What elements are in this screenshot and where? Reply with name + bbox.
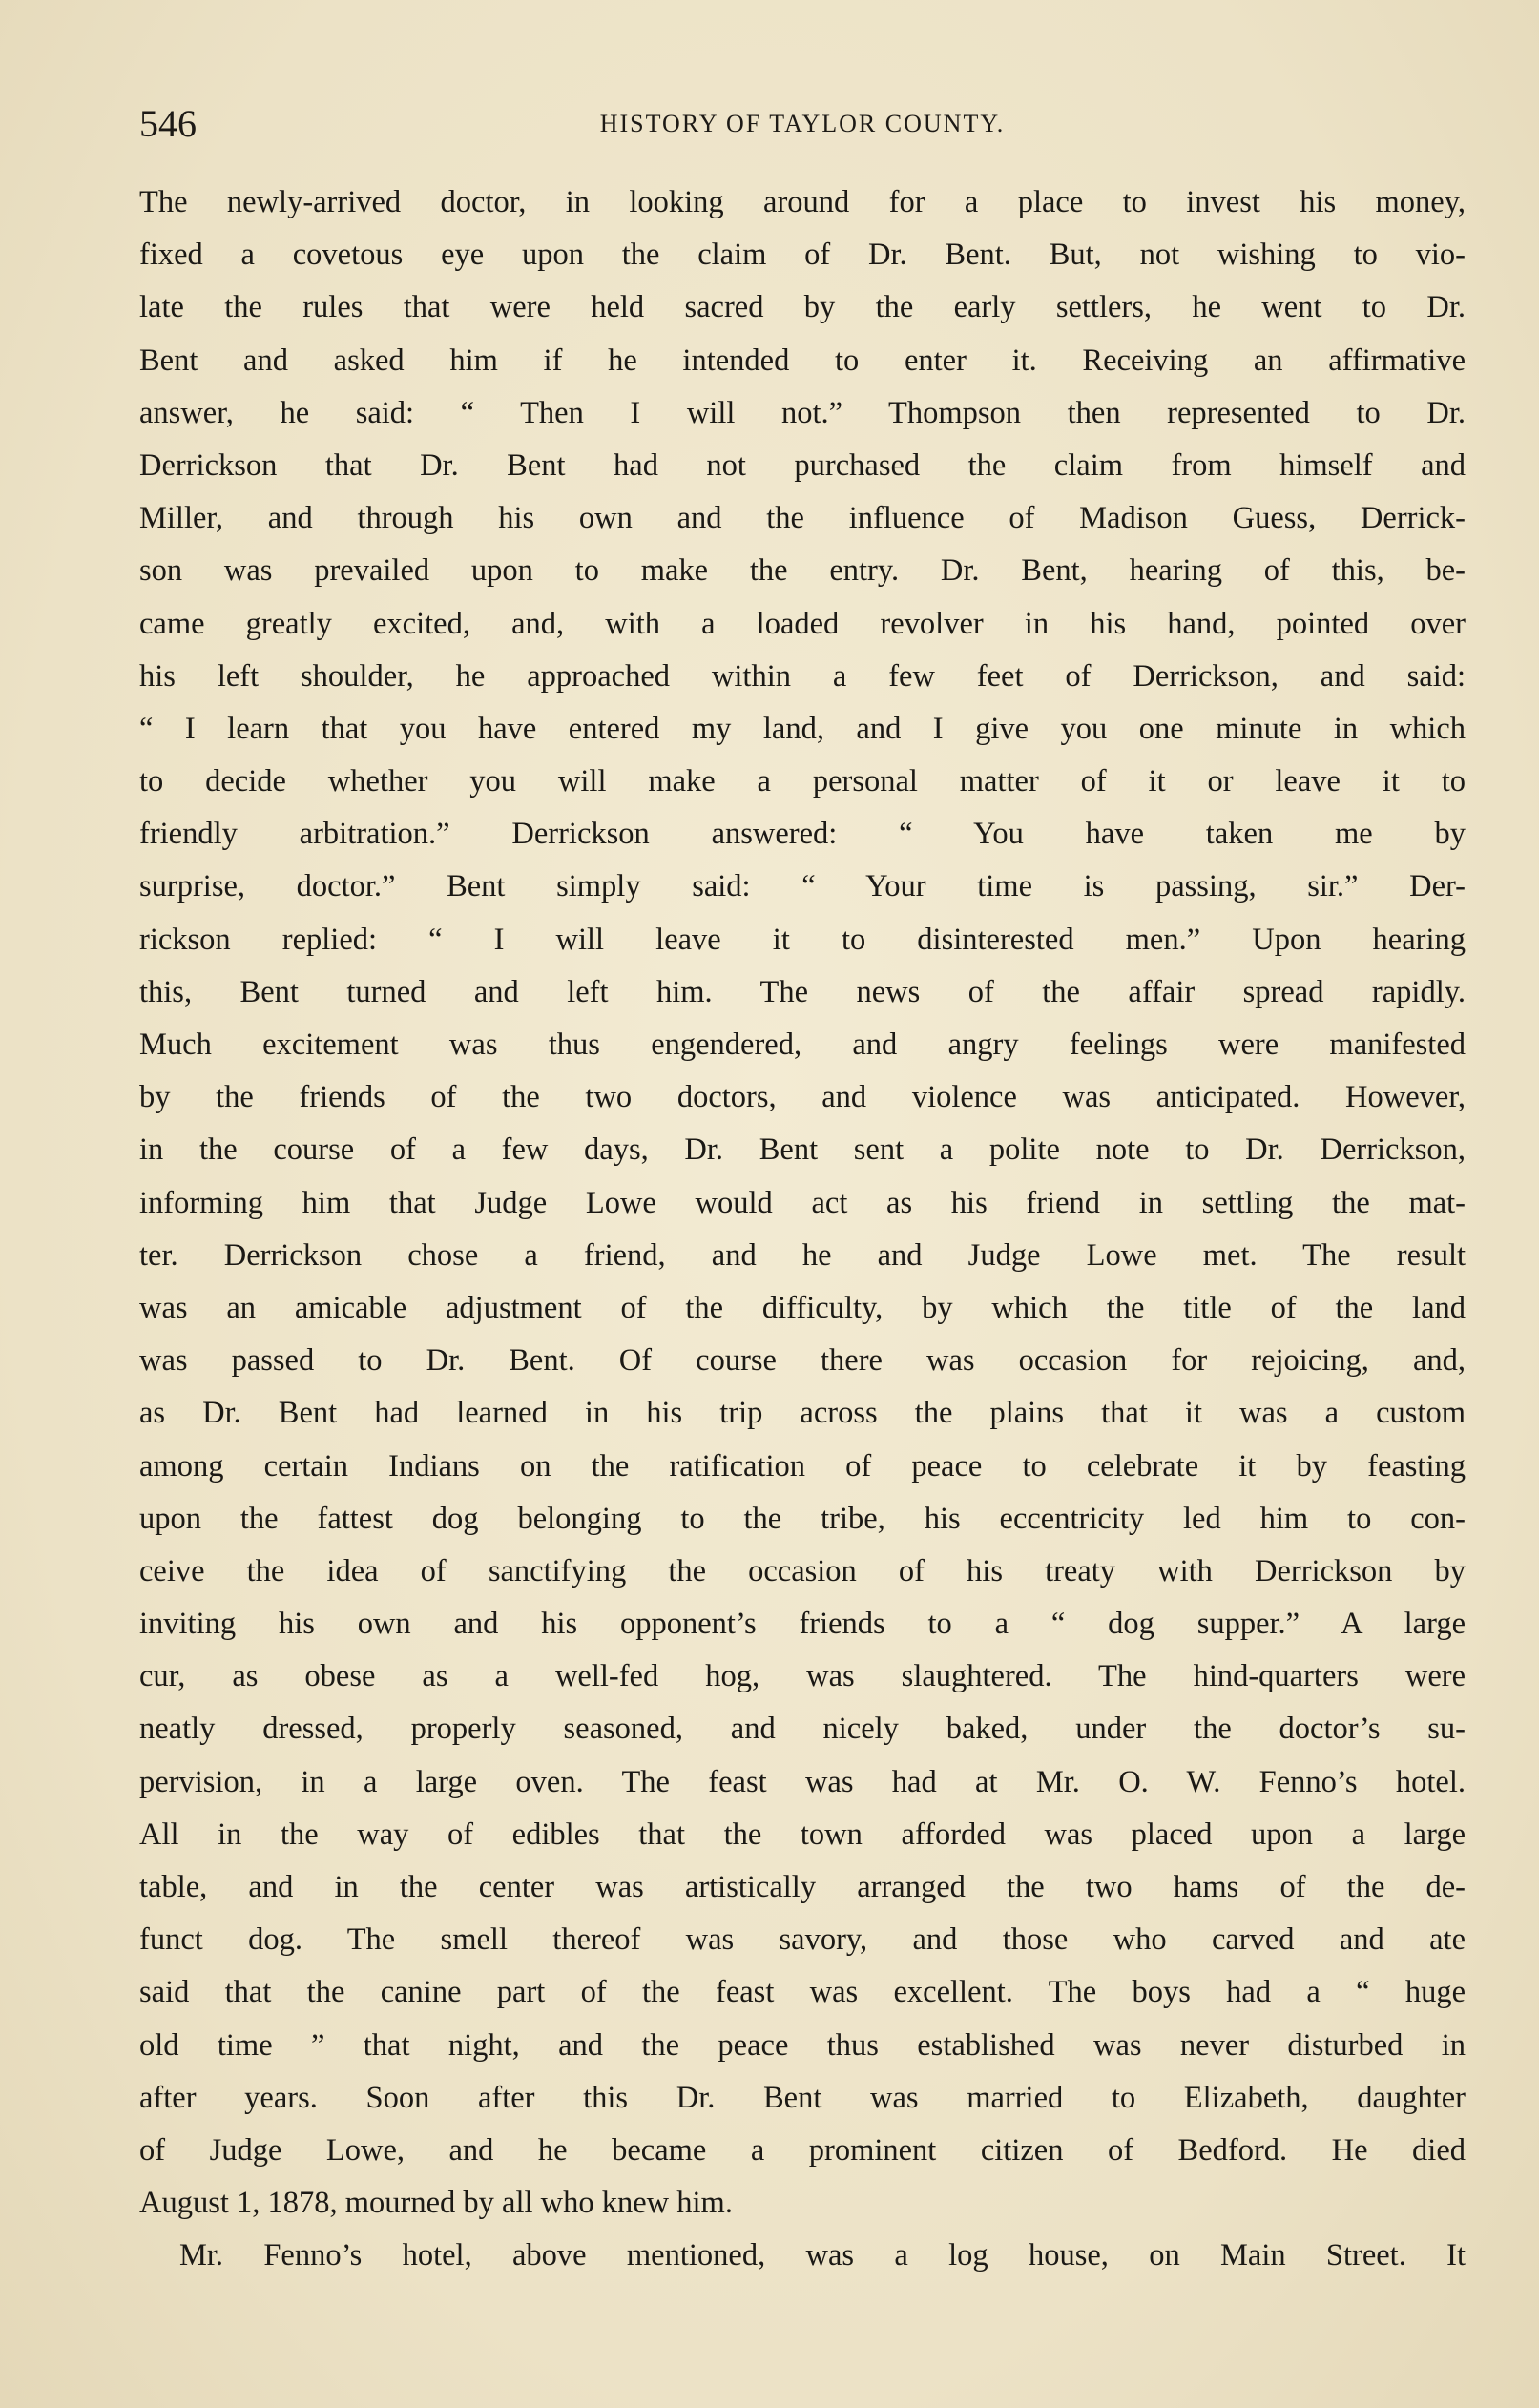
- text-line: surprise, doctor.” Bent simply said: “ Your time is passing, sir.” Der-: [139, 869, 1466, 904]
- text-line: Mr. Fenno’s hotel, above mentioned, was a log house, on Main Street. It: [179, 2238, 1466, 2273]
- text-line: son was prevailed upon to make the entry. Dr. Bent, hearing of this, be-: [139, 553, 1466, 589]
- text-line: fixed a covetous eye upon the claim of Dr. Bent. But, not wishing to vio-: [139, 238, 1466, 273]
- text-line: among certain Indians on the ratification of peace to celebrate it by feasting: [139, 1448, 1466, 1484]
- text-line: August 1, 1878, mourned by all who knew him.: [139, 2186, 733, 2221]
- text-line: old time ” that night, and the peace thus established was never disturbed in: [139, 2027, 1466, 2063]
- text-line: by the friends of the two doctors, and violence was anticipated. However,: [139, 1080, 1466, 1115]
- text-line: came greatly excited, and, with a loaded revolver in his hand, pointed over: [139, 606, 1466, 641]
- text-line: “ I learn that you have entered my land, and I give you one minute in which: [139, 711, 1466, 746]
- text-line: upon the fattest dog belonging to the tribe, his eccentricity led him to con-: [139, 1501, 1466, 1536]
- body-text: [139, 176, 1466, 2283]
- text-line: as Dr. Bent had learned in his trip across the plains that it was a custom: [139, 1396, 1466, 1431]
- text-line: The newly-arrived doctor, in looking around for a place to invest his money,: [139, 185, 1466, 219]
- text-line: answer, he said: “ Then I will not.” Thompson then represented to Dr.: [139, 395, 1466, 430]
- text-line: said that the canine part of the feast was excellent. The boys had a “ huge: [139, 1975, 1466, 2010]
- text-line: his left shoulder, he approached within a few feet of Derrickson, and said:: [139, 658, 1466, 694]
- text-line: ceive the idea of sanctifying the occasion of his treaty with Derrickson by: [139, 1553, 1466, 1588]
- text-line: Derrickson that Dr. Bent had not purchased the claim from himself and: [139, 447, 1466, 483]
- text-line: funct dog. The smell thereof was savory, and those who carved and ate: [139, 1922, 1466, 1958]
- text-line: Miller, and through his own and the influence of Madison Guess, Derrick-: [139, 501, 1466, 536]
- text-line: friendly arbitration.” Derrickson answered: “ You have taken me by: [139, 817, 1466, 852]
- text-line: table, and in the center was artistically arranged the two hams of the de-: [139, 1870, 1466, 1904]
- text-line: rickson replied: “ I will leave it to disinterested men.” Upon hearing: [139, 922, 1466, 957]
- running-head: HISTORY OF TAYLOR COUNTY.: [599, 110, 1006, 137]
- text-line: was an amicable adjustment of the difficulty, by which the title of the land: [139, 1290, 1466, 1325]
- text-line: cur, as obese as a well-fed hog, was slaughtered. The hind-quarters were: [139, 1659, 1466, 1694]
- text-line: neatly dressed, properly seasoned, and nicely baked, under the doctor’s su-: [139, 1712, 1466, 1747]
- text-line: late the rules that were held sacred by the early settlers, he went to Dr.: [139, 290, 1466, 325]
- text-line: to decide whether you will make a personal matter of it or leave it to: [139, 764, 1466, 799]
- text-line: All in the way of edibles that the town afforded was placed upon a large: [139, 1816, 1466, 1852]
- text-line: Bent and asked him if he intended to enter it. Receiving an affirmative: [139, 343, 1466, 378]
- text-line: this, Bent turned and left him. The news of the affair spread rapidly.: [139, 974, 1466, 1009]
- text-line: Much excitement was thus engendered, and angry feelings were manifested: [139, 1028, 1466, 1062]
- text-line: in the course of a few days, Dr. Bent sent a polite note to Dr. Derrickson,: [139, 1132, 1466, 1168]
- text-line: after years. Soon after this Dr. Bent was married to Elizabeth, daughter: [139, 2080, 1466, 2115]
- text-line: informing him that Judge Lowe would act as his friend in settling the mat-: [139, 1185, 1466, 1220]
- text-line: inviting his own and his opponent’s friends to a “ dog supper.” A large: [139, 1607, 1466, 1642]
- text-line: was passed to Dr. Bent. Of course there was occasion for rejoicing, and,: [139, 1343, 1466, 1379]
- text-line: pervision, in a large oven. The feast was had at Mr. O. W. Fenno’s hotel.: [139, 1764, 1466, 1799]
- text-line: of Judge Lowe, and he became a prominent citizen of Bedford. He died: [139, 2132, 1466, 2168]
- page-header: [139, 95, 1466, 153]
- text-line: ter. Derrickson chose a friend, and he and Judge Lowe met. The result: [139, 1237, 1466, 1273]
- page-number: 546: [139, 102, 197, 145]
